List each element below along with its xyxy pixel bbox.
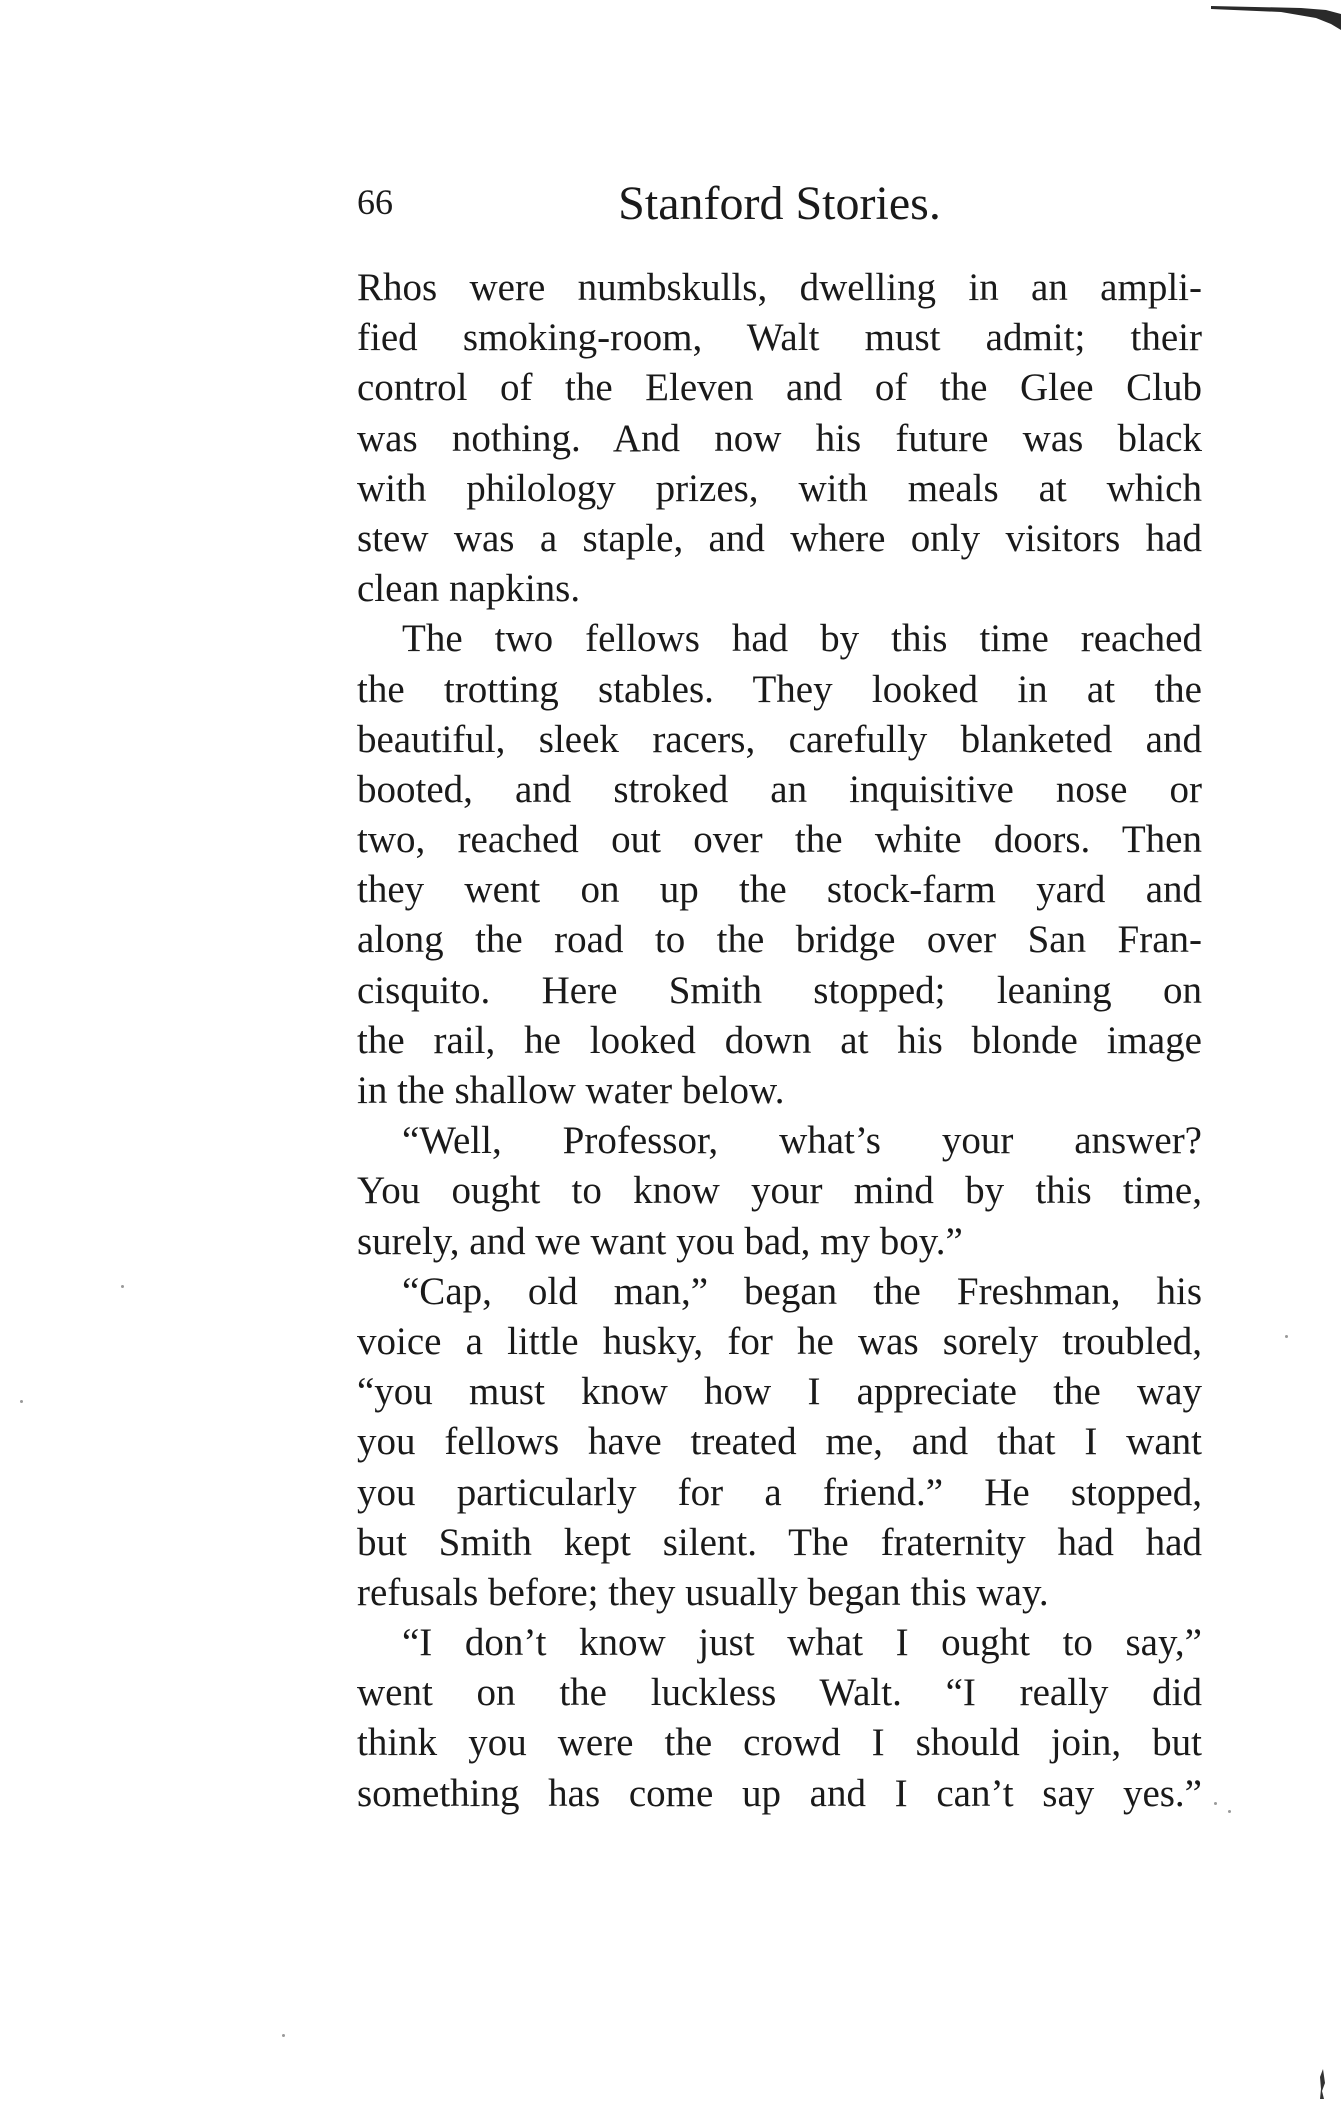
text-line: booted, and stroked an inquisitive nose or [357,767,1202,811]
text-line: fied smoking-room, Walt must admit; their [357,316,1202,360]
speck [121,1285,124,1288]
text-line: think you were the crowd I should join, but [357,1721,1202,1765]
text-line: but Smith kept silent. The fraternity had had [357,1520,1202,1564]
text-line: The two fellows had by this time reached [402,617,1202,661]
text-line: cisquito. Here Smith stopped; leaning on [357,968,1202,1012]
text-line: the trotting stables. They looked in at the [357,667,1202,711]
text-line: stew was a staple, and where only visitors had [357,516,1202,560]
text-line: you particularly for a friend.” He stopped, [357,1470,1202,1514]
page-number: 66 [357,182,393,222]
text-line: two, reached out over the white doors. Then [357,818,1202,862]
text-line: surely, and we want you bad, my boy.” [357,1219,963,1263]
scan-edge-mark [1141,0,1341,40]
text-line: you fellows have treated me, and that I want [357,1420,1202,1464]
text-line: clean napkins. [357,567,581,611]
text-line: refusals before; they usually began this way. [357,1570,1049,1614]
text-line: voice a little husky, for he was sorely troubled, [357,1319,1202,1363]
text-line: Rhos were numbskulls, dwelling in an ampli- [357,266,1202,309]
text-line: with philology prizes, with meals at which [357,466,1202,510]
text-line: was nothing. And now his future was black [357,416,1202,460]
text-line: along the road to the bridge over San Fran- [357,918,1202,962]
text-line: “I don’t know just what I ought to say,” [402,1621,1202,1665]
speck [1228,1810,1231,1813]
speck [1285,1335,1288,1338]
text-line: “you must know how I appreciate the way [357,1370,1202,1414]
text-line: “Cap, old man,” began the Freshman, his [402,1269,1202,1313]
speck [1214,1802,1217,1805]
speck [282,2034,285,2037]
page-header [357,176,1202,236]
text-line: in the shallow water below. [357,1069,785,1112]
text-line: they went on up the stock-farm yard and [357,868,1202,912]
text-line: went on the luckless Walt. “I really did [357,1671,1202,1715]
text-line: control of the Eleven and of the Glee Club [357,366,1202,410]
text-line: “Well, Professor, what’s your answer? [402,1119,1202,1163]
text-line: beautiful, sleek racers, carefully blanketed and [357,717,1202,761]
text-line: something has come up and I can’t say yes.” [357,1771,1202,1815]
text-line: You ought to know your mind by this time, [357,1169,1202,1213]
text-line: the rail, he looked down at his blonde image [357,1018,1202,1062]
body-text [357,263,1202,1819]
running-title: Stanford Stories. [618,177,941,230]
scan-edge-mark-bottom [1317,2069,1327,2099]
speck [20,1400,23,1403]
